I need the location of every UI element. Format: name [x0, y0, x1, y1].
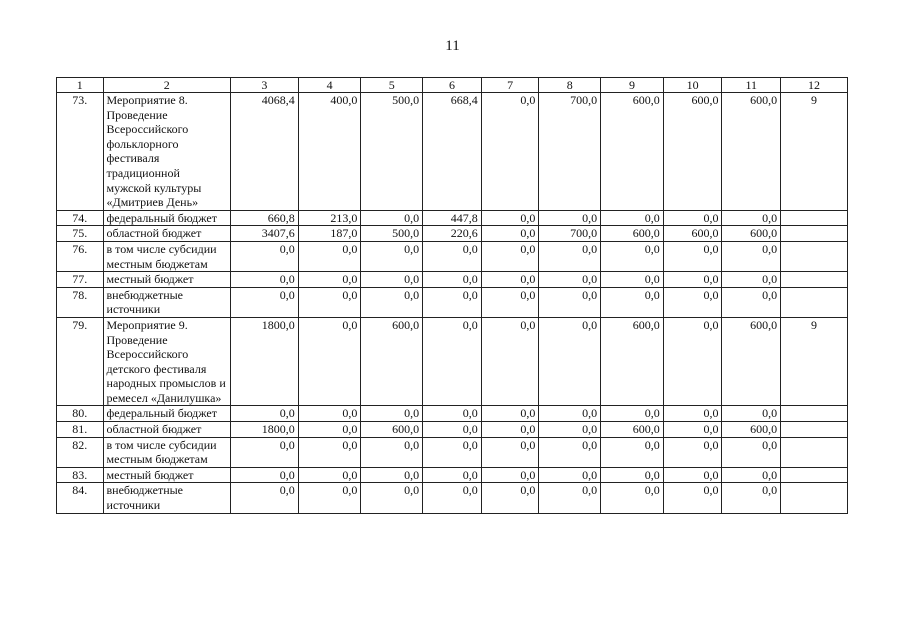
value-cell: 0,0 [298, 317, 361, 406]
value-cell: 0,0 [361, 210, 423, 226]
value-cell: 0,0 [663, 287, 722, 317]
value-cell: 400,0 [298, 93, 361, 211]
row-note [781, 241, 848, 271]
page-number: 11 [445, 38, 460, 54]
column-header: 9 [601, 78, 664, 93]
value-cell: 600,0 [663, 93, 722, 211]
column-header: 12 [781, 78, 848, 93]
value-cell: 0,0 [663, 467, 722, 483]
table-row [57, 467, 848, 483]
value-cell: 600,0 [601, 226, 664, 242]
table-row [57, 287, 848, 317]
value-cell: 500,0 [361, 226, 423, 242]
value-cell: 600,0 [722, 226, 781, 242]
value-cell: 660,8 [230, 210, 298, 226]
value-cell: 213,0 [298, 210, 361, 226]
value-cell: 0,0 [539, 287, 601, 317]
value-cell: 0,0 [230, 287, 298, 317]
value-cell: 447,8 [423, 210, 482, 226]
value-cell: 0,0 [722, 241, 781, 271]
row-note: 9 [781, 93, 848, 211]
column-header: 3 [230, 78, 298, 93]
row-number: 84. [57, 483, 104, 513]
row-note [781, 226, 848, 242]
value-cell: 0,0 [663, 210, 722, 226]
row-note [781, 406, 848, 422]
value-cell: 0,0 [481, 422, 539, 438]
value-cell: 600,0 [722, 317, 781, 406]
row-number: 79. [57, 317, 104, 406]
value-cell: 0,0 [481, 93, 539, 211]
row-number: 74. [57, 210, 104, 226]
value-cell: 500,0 [361, 93, 423, 211]
row-note [781, 210, 848, 226]
value-cell: 0,0 [601, 241, 664, 271]
value-cell: 0,0 [230, 272, 298, 288]
value-cell: 0,0 [481, 272, 539, 288]
value-cell: 0,0 [230, 406, 298, 422]
value-cell: 0,0 [298, 483, 361, 513]
value-cell: 0,0 [481, 483, 539, 513]
table-row [57, 422, 848, 438]
value-cell: 0,0 [663, 422, 722, 438]
value-cell: 0,0 [601, 210, 664, 226]
value-cell: 0,0 [298, 241, 361, 271]
value-cell: 0,0 [722, 467, 781, 483]
row-number: 80. [57, 406, 104, 422]
table-row [57, 241, 848, 271]
value-cell: 1800,0 [230, 317, 298, 406]
column-header: 6 [423, 78, 482, 93]
value-cell: 0,0 [601, 437, 664, 467]
value-cell: 0,0 [230, 467, 298, 483]
value-cell: 0,0 [539, 467, 601, 483]
row-name: Мероприятие 8. Проведение Всероссийского фольклорного фестиваля традиционной мужской культуры «Дмитриев День» [103, 93, 230, 211]
value-cell: 0,0 [663, 406, 722, 422]
table-row [57, 272, 848, 288]
value-cell: 0,0 [481, 210, 539, 226]
value-cell: 1800,0 [230, 422, 298, 438]
value-cell: 600,0 [361, 422, 423, 438]
table-row [57, 483, 848, 513]
value-cell: 0,0 [298, 422, 361, 438]
value-cell: 0,0 [423, 422, 482, 438]
value-cell: 0,0 [361, 483, 423, 513]
value-cell: 0,0 [722, 483, 781, 513]
value-cell: 0,0 [663, 437, 722, 467]
value-cell: 700,0 [539, 93, 601, 211]
row-number: 76. [57, 241, 104, 271]
value-cell: 0,0 [481, 406, 539, 422]
table-body [57, 93, 848, 514]
value-cell: 600,0 [361, 317, 423, 406]
row-number: 83. [57, 467, 104, 483]
value-cell: 0,0 [423, 467, 482, 483]
column-header: 1 [57, 78, 104, 93]
value-cell: 0,0 [539, 406, 601, 422]
value-cell: 0,0 [481, 437, 539, 467]
value-cell: 0,0 [361, 241, 423, 271]
value-cell: 187,0 [298, 226, 361, 242]
row-name: в том числе субсидии местным бюджетам [103, 437, 230, 467]
value-cell: 600,0 [722, 93, 781, 211]
column-header: 11 [722, 78, 781, 93]
row-name: федеральный бюджет [103, 210, 230, 226]
value-cell: 0,0 [663, 241, 722, 271]
value-cell: 220,6 [423, 226, 482, 242]
row-name: областной бюджет [103, 422, 230, 438]
value-cell: 668,4 [423, 93, 482, 211]
column-header: 8 [539, 78, 601, 93]
row-note [781, 437, 848, 467]
column-header: 4 [298, 78, 361, 93]
value-cell: 0,0 [481, 467, 539, 483]
row-number: 77. [57, 272, 104, 288]
value-cell: 700,0 [539, 226, 601, 242]
value-cell: 0,0 [539, 483, 601, 513]
column-header: 5 [361, 78, 423, 93]
value-cell: 0,0 [663, 483, 722, 513]
value-cell: 0,0 [481, 241, 539, 271]
row-note [781, 272, 848, 288]
value-cell: 0,0 [601, 272, 664, 288]
table-row [57, 317, 848, 406]
value-cell: 0,0 [230, 241, 298, 271]
value-cell: 0,0 [423, 437, 482, 467]
row-name: местный бюджет [103, 467, 230, 483]
budget-table [56, 77, 848, 514]
value-cell: 0,0 [298, 467, 361, 483]
value-cell: 0,0 [663, 272, 722, 288]
value-cell: 0,0 [722, 210, 781, 226]
value-cell: 0,0 [722, 272, 781, 288]
value-cell: 0,0 [663, 317, 722, 406]
table-row [57, 210, 848, 226]
value-cell: 0,0 [539, 241, 601, 271]
value-cell: 0,0 [722, 287, 781, 317]
row-number: 81. [57, 422, 104, 438]
table-row [57, 93, 848, 211]
row-name: местный бюджет [103, 272, 230, 288]
row-number: 82. [57, 437, 104, 467]
value-cell: 0,0 [298, 287, 361, 317]
row-name: внебюджетные источники [103, 483, 230, 513]
value-cell: 0,0 [539, 210, 601, 226]
value-cell: 0,0 [601, 467, 664, 483]
value-cell: 0,0 [722, 437, 781, 467]
value-cell: 600,0 [663, 226, 722, 242]
value-cell: 0,0 [361, 287, 423, 317]
value-cell: 0,0 [423, 272, 482, 288]
value-cell: 0,0 [298, 406, 361, 422]
column-header: 2 [103, 78, 230, 93]
table-row [57, 437, 848, 467]
column-number-row [57, 78, 848, 93]
value-cell: 4068,4 [230, 93, 298, 211]
value-cell: 0,0 [539, 317, 601, 406]
row-number: 78. [57, 287, 104, 317]
value-cell: 0,0 [423, 287, 482, 317]
value-cell: 600,0 [601, 93, 664, 211]
table-row [57, 406, 848, 422]
row-note [781, 422, 848, 438]
value-cell: 0,0 [539, 437, 601, 467]
row-note [781, 483, 848, 513]
value-cell: 0,0 [601, 406, 664, 422]
row-name: Мероприятие 9. Проведение Всероссийского детского фестиваля народных промыслов и ремесел «Данилушка» [103, 317, 230, 406]
row-note [781, 467, 848, 483]
value-cell: 600,0 [601, 317, 664, 406]
value-cell: 0,0 [361, 406, 423, 422]
value-cell: 0,0 [361, 437, 423, 467]
column-header: 7 [481, 78, 539, 93]
value-cell: 600,0 [601, 422, 664, 438]
value-cell: 0,0 [601, 483, 664, 513]
value-cell: 0,0 [230, 483, 298, 513]
value-cell: 0,0 [539, 422, 601, 438]
value-cell: 0,0 [601, 287, 664, 317]
value-cell: 0,0 [298, 437, 361, 467]
row-note: 9 [781, 317, 848, 406]
value-cell: 0,0 [423, 483, 482, 513]
value-cell: 0,0 [722, 406, 781, 422]
row-number: 73. [57, 93, 104, 211]
value-cell: 0,0 [423, 241, 482, 271]
column-header: 10 [663, 78, 722, 93]
value-cell: 0,0 [230, 437, 298, 467]
value-cell: 0,0 [361, 467, 423, 483]
value-cell: 0,0 [481, 317, 539, 406]
value-cell: 0,0 [423, 317, 482, 406]
table-row [57, 226, 848, 242]
value-cell: 0,0 [481, 226, 539, 242]
value-cell: 600,0 [722, 422, 781, 438]
row-name: в том числе субсидии местным бюджетам [103, 241, 230, 271]
value-cell: 3407,6 [230, 226, 298, 242]
row-name: областной бюджет [103, 226, 230, 242]
row-note [781, 287, 848, 317]
value-cell: 0,0 [423, 406, 482, 422]
row-name: внебюджетные источники [103, 287, 230, 317]
row-name: федеральный бюджет [103, 406, 230, 422]
row-number: 75. [57, 226, 104, 242]
value-cell: 0,0 [298, 272, 361, 288]
value-cell: 0,0 [481, 287, 539, 317]
value-cell: 0,0 [539, 272, 601, 288]
value-cell: 0,0 [361, 272, 423, 288]
